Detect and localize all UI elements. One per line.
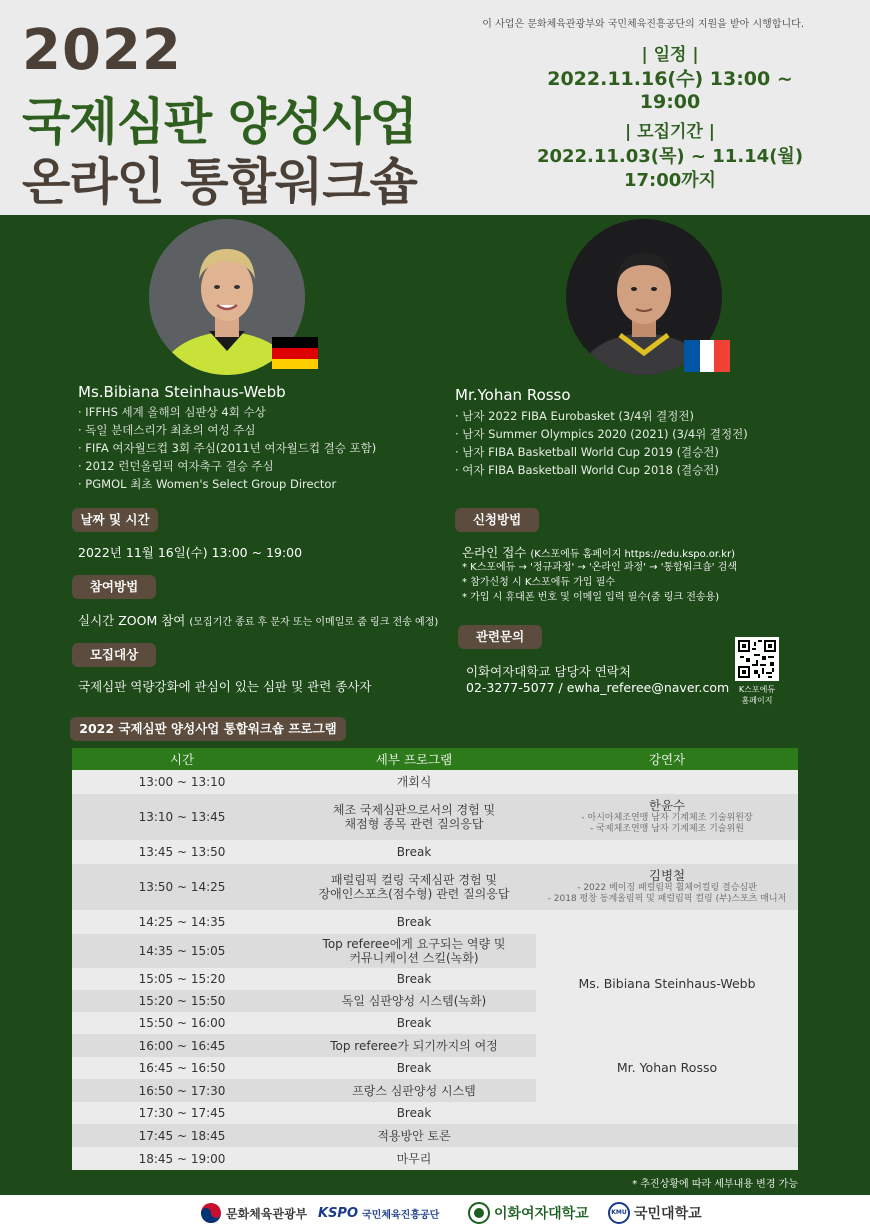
- row-program: 체조 국제심판으로서의 경험 및 채점형 종목 관련 질의응답: [292, 794, 536, 840]
- speaker-bio-yohan: [455, 407, 748, 479]
- lecturer-title: - 2018 평창 동계올림픽 및 패럴림픽 컬링 (부)스포츠 매니저: [547, 894, 787, 904]
- row-program: Break: [292, 910, 536, 934]
- table-row: [72, 794, 798, 840]
- bio-item: · IFFHS 세계 올해의 심판상 4회 수상: [78, 405, 266, 419]
- logo-ewha: [468, 1202, 589, 1224]
- row-program: Break: [292, 840, 536, 864]
- row-time: 18:45 ~ 19:00: [72, 1147, 292, 1170]
- participation-method: 실시간 ZOOM 참여: [78, 613, 186, 628]
- table-row: [72, 934, 798, 968]
- row-program: 패럴림픽 컬링 국제심판 경험 및 장애인스포츠(점수형) 관련 질의응답: [292, 864, 536, 910]
- participation-note: (모집기간 종료 후 문자 또는 이메일로 줌 링크 전송 예정): [189, 617, 439, 628]
- qr-caption-line1: K스포에듀: [738, 685, 776, 694]
- apply-main: [462, 543, 735, 561]
- header-time: 시간: [72, 748, 292, 770]
- lecturer-title: - 아시아체조연맹 남자 기계체조 기술위원장: [581, 813, 753, 823]
- header-lecturer: 강연자: [536, 748, 798, 770]
- apply-step: * 가입 시 휴대폰 번호 및 이메일 입력 필수(줌 링크 전송용): [462, 592, 720, 603]
- contact-section-label: 관련문의: [458, 625, 542, 649]
- recruit-period-value: 2022.11.03(목) ~ 11.14(월): [536, 146, 804, 167]
- apply-url[interactable]: (K스포에듀 홈페이지 https://edu.kspo.or.kr): [530, 549, 736, 560]
- row-time: 13:45 ~ 13:50: [72, 840, 292, 864]
- row-time: 14:25 ~ 14:35: [72, 910, 292, 934]
- logo-mcst-text: 문화체육관광부: [226, 1206, 308, 1221]
- row-lecturer: [536, 1102, 798, 1124]
- table-row: [72, 1034, 798, 1057]
- row-time: 13:10 ~ 13:45: [72, 794, 292, 840]
- program-table: [72, 748, 798, 1170]
- lecturer-yohan: [536, 1034, 798, 1102]
- row-lecturer: [536, 770, 798, 794]
- row-time: 15:20 ~ 15:50: [72, 990, 292, 1012]
- logo-mcst: [200, 1202, 307, 1224]
- row-program: Top referee가 되기까지의 여정: [292, 1034, 536, 1057]
- sponsor-note: 이 사업은 문화체육관광부와 국민체육진흥공단의 지원을 받아 시행합니다.: [482, 19, 804, 30]
- logo-kspo-text: 국민체육진흥공단: [362, 1209, 440, 1221]
- row-time: 16:00 ~ 16:45: [72, 1034, 292, 1057]
- table-row: [72, 1102, 798, 1124]
- row-program: Break: [292, 1012, 536, 1034]
- table-row: [72, 770, 798, 794]
- row-time: 13:50 ~ 14:25: [72, 864, 292, 910]
- bio-item: · PGMOL 최초 Women's Select Group Director: [78, 477, 337, 491]
- row-program: 마무리: [292, 1147, 536, 1170]
- taegeuk-icon: [200, 1202, 222, 1224]
- apply-main-text: 온라인 접수: [462, 545, 527, 560]
- lecturer-name: 김병철: [648, 868, 686, 883]
- row-program: Break: [292, 968, 536, 990]
- lecturer-name: Ms. Bibiana Steinhaus-Webb: [578, 976, 756, 991]
- row-program: 프랑스 심판양성 시스템: [292, 1079, 536, 1102]
- logo-ewha-text: 이화여자대학교: [494, 1206, 589, 1222]
- qr-code-icon[interactable]: [735, 637, 779, 681]
- lecturer-title: - 국제체조연맹 남자 기계체조 기술위원: [590, 824, 744, 834]
- table-row: [72, 840, 798, 864]
- poster-header: [0, 0, 870, 215]
- row-time: 15:50 ~ 16:00: [72, 1012, 292, 1034]
- table-row: [72, 910, 798, 934]
- program-section-label: 2022 국제심판 양성사업 통합워크숍 프로그램: [70, 717, 346, 741]
- poster-title-line1: 국제심판 양성사업: [22, 93, 417, 151]
- participation-value: [78, 611, 438, 629]
- lecturer-name: 한윤수: [648, 798, 686, 813]
- bio-item: · 남자 FIBA Basketball World Cup 2019 (결승전): [455, 445, 719, 459]
- row-time: 14:35 ~ 15:05: [72, 934, 292, 968]
- row-program: 개회식: [292, 770, 536, 794]
- recruit-period-label: | 모집기간 |: [625, 122, 715, 142]
- row-program: Break: [292, 1057, 536, 1079]
- logo-kmu-text: 국민대학교: [634, 1206, 702, 1222]
- target-section-label: 모집대상: [72, 643, 156, 667]
- sponsor-footer: [0, 1195, 870, 1230]
- table-row: [72, 1124, 798, 1147]
- schedule-label: | 일정 |: [641, 45, 699, 65]
- row-lecturer: [536, 910, 798, 934]
- participation-section-label: 참여방법: [72, 575, 156, 599]
- lecturer-kim: [536, 864, 798, 910]
- table-row: [72, 864, 798, 910]
- date-value: 2022년 11월 16일(수) 13:00 ~ 19:00: [78, 545, 303, 560]
- france-flag-icon: [684, 340, 730, 372]
- row-lecturer: [536, 1147, 798, 1170]
- poster-year: 2022: [22, 18, 182, 83]
- recruit-period-deadline: 17:00까지: [623, 170, 717, 191]
- poster-body: [0, 215, 870, 1195]
- bio-item: · 남자 Summer Olympics 2020 (2021) (3/4위 결정전): [455, 427, 748, 441]
- row-time: 15:05 ~ 15:20: [72, 968, 292, 990]
- row-program: Top referee에게 요구되는 역량 및 커뮤니케이션 스킬(녹화): [292, 934, 536, 968]
- germany-flag-icon: [272, 337, 318, 369]
- apply-steps: [462, 560, 737, 605]
- lecturer-name: Mr. Yohan Rosso: [616, 1060, 718, 1075]
- row-program: 독일 심판양성 시스템(녹화): [292, 990, 536, 1012]
- row-time: 16:50 ~ 17:30: [72, 1079, 292, 1102]
- program-footnote: * 추진상황에 따라 세부내용 변경 가능: [632, 1179, 798, 1190]
- lecturer-bibiana: [536, 934, 798, 1034]
- bio-item: · 2012 런던올림픽 여자축구 결승 주심: [78, 459, 274, 473]
- bio-item: · FIFA 여자월드컵 3회 주심(2011년 여자월드컵 결승 포함): [78, 441, 377, 455]
- logo-kmu: [608, 1202, 702, 1224]
- logo-kspo: [318, 1202, 439, 1224]
- apply-step: * K스포에듀 → '정규과정' → '온라인 과정' → '통합워크숍' 검색: [462, 562, 737, 573]
- contact-line1: 이화여자대학교 담당자 연락처: [466, 664, 631, 679]
- speaker-name-yohan: Mr.Yohan Rosso: [455, 386, 571, 404]
- bio-item: · 여자 FIBA Basketball World Cup 2018 (결승전): [455, 463, 719, 477]
- kmu-emblem-icon: KMU: [608, 1202, 630, 1224]
- target-value: 국제심판 역량강화에 관심이 있는 심판 및 관련 종사자: [78, 679, 372, 694]
- lecturer-han: [536, 794, 798, 840]
- qr-caption-line2: 홈페이지: [741, 696, 773, 705]
- row-lecturer: [536, 1124, 798, 1147]
- row-program: Break: [292, 1102, 536, 1124]
- apply-step: * 참가신청 시 K스포에듀 가입 필수: [462, 577, 616, 588]
- lecturer-title: - 2022 베이징 패럴림픽 휠체어컬링 결승심판: [577, 883, 757, 893]
- date-section-label: 날짜 및 시간: [72, 508, 158, 532]
- row-program: 적용방안 토론: [292, 1124, 536, 1147]
- ewha-emblem-icon: [468, 1202, 490, 1224]
- row-time: 16:45 ~ 16:50: [72, 1057, 292, 1079]
- kspo-mark: KSPO: [318, 1205, 359, 1221]
- bio-item: · 남자 2022 FIBA Eurobasket (3/4위 결정전): [455, 409, 694, 423]
- row-time: 13:00 ~ 13:10: [72, 770, 292, 794]
- table-header-row: [72, 748, 798, 770]
- row-time: 17:45 ~ 18:45: [72, 1124, 292, 1147]
- contact-line2[interactable]: 02-3277-5077 / ewha_referee@naver.com: [466, 680, 730, 695]
- row-lecturer: [536, 840, 798, 864]
- poster-title-line2: 온라인 통합워크숍: [22, 153, 417, 211]
- table-row: [72, 1147, 798, 1170]
- row-time: 17:30 ~ 17:45: [72, 1102, 292, 1124]
- schedule-value: 2022.11.16(수) 13:00 ~ 19:00: [547, 68, 793, 113]
- speaker-name-bibiana: Ms.Bibiana Steinhaus-Webb: [78, 383, 286, 401]
- qr-caption: [726, 684, 788, 706]
- header-program: 세부 프로그램: [292, 748, 536, 770]
- bio-item: · 독일 분데스리가 최초의 여성 주심: [78, 423, 256, 437]
- speaker-bio-bibiana: [78, 403, 376, 493]
- apply-section-label: 신청방법: [455, 508, 539, 532]
